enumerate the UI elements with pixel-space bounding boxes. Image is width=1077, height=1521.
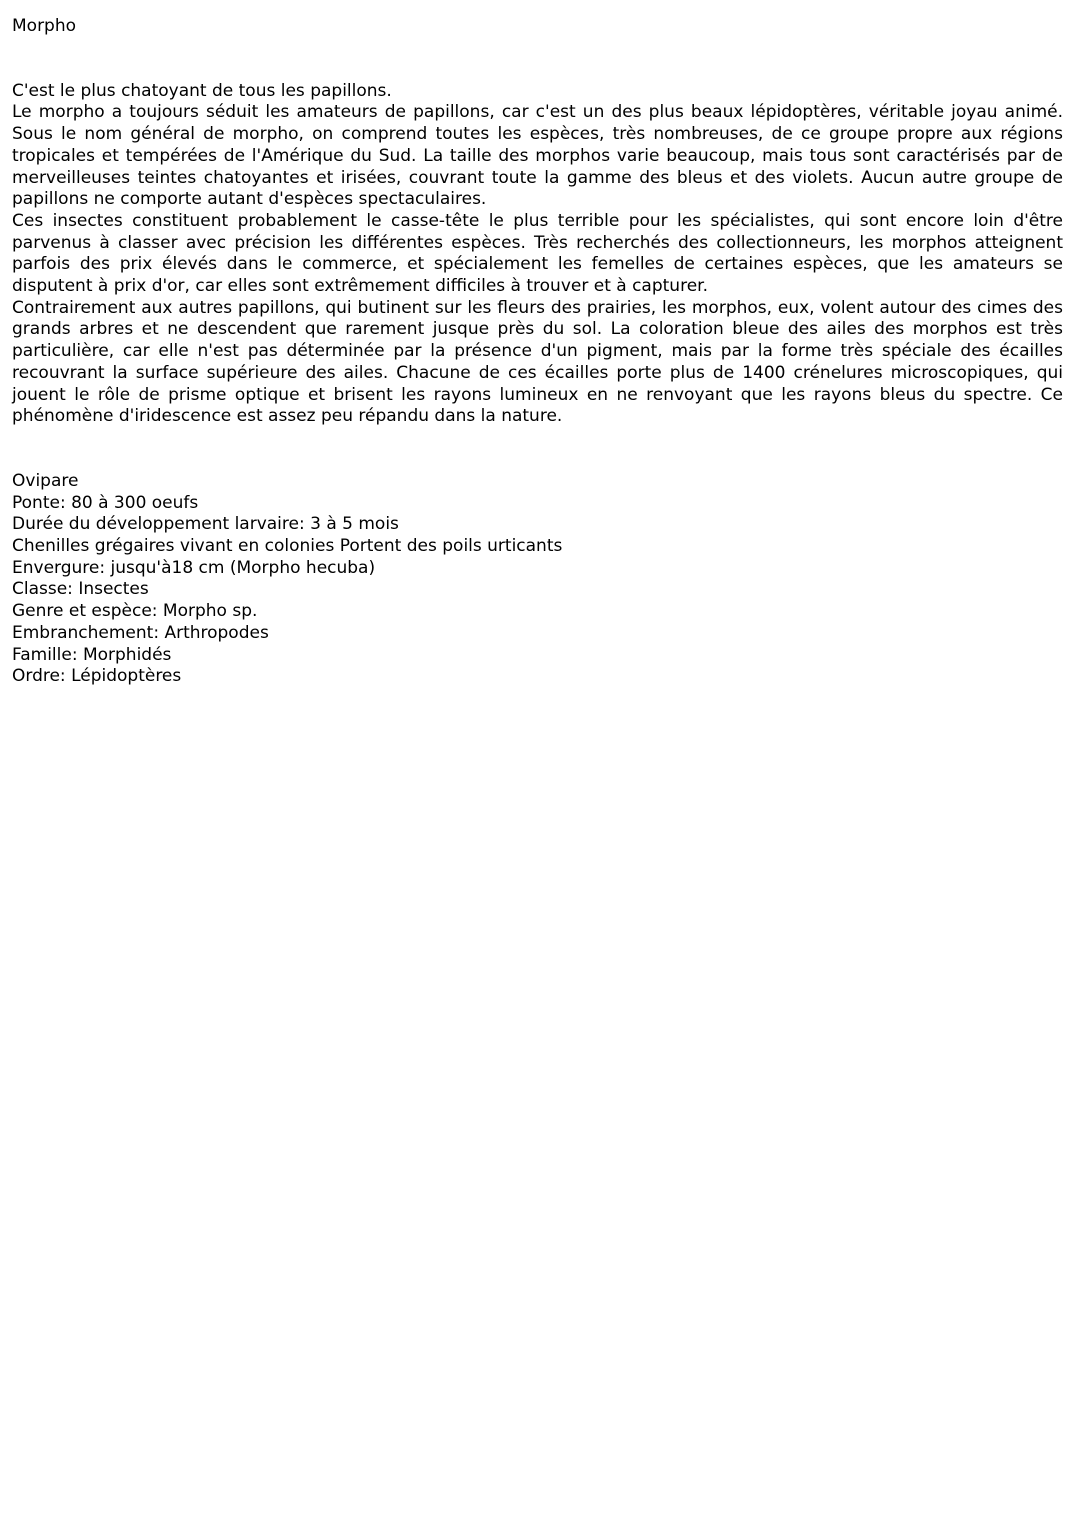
body-paragraph: Contrairement aux autres papillons, qui butinent sur les fleurs des prairies, les morphos, eux, volent autour des cimes des grands arbres et ne descendent que rarement jusque près du sol. La coloration bleue des ailes des morphos est très particulière, car elle n'est pas déterminée par la présence d'un pigment, mais par la forme très spéciale des écailles recouvrant la surface supérieure des ailes. Chacune de ces écailles porte plus de 1400 crénelures microscopiques, qui jouent le rôle de prisme optique et brisent les rayons lumineux en ne renvoyant que les rayons bleus du spectre. Ce phénomène d'iridescence est assez peu répandu dans la nature. (12, 297, 1063, 427)
fact-list (12, 471, 1063, 688)
page-title: Morpho (12, 16, 77, 36)
fact-line: Embranchement: Arthropodes (12, 622, 269, 643)
fact-line: Genre et espèce: Morpho sp. (12, 601, 258, 622)
body-paragraph: C'est le plus chatoyant de tous les papillons. (12, 80, 392, 101)
fact-line: Classe: Insectes (12, 579, 149, 600)
fact-line: Famille: Morphidés (12, 644, 172, 665)
body-paragraph: Le morpho a toujours séduit les amateurs de papillons, car c'est un des plus beaux lépidoptères, véritable joyau animé. Sous le nom général de morpho, on comprend toutes les espèces, très nombreuses, de ce groupe propre aux régions tropicales et tempérées de l'Amérique du Sud. La taille des morphos varie beaucoup, mais tous sont caractérisés par de merveilleuses teintes chatoyantes et irisées, couvrant toute la gamme des bleus et des violets. Aucun autre groupe de papillons ne comporte autant d'espèces spectaculaires. (12, 102, 1063, 210)
fact-line: Ponte: 80 à 300 oeufs (12, 492, 199, 513)
fact-line: Durée du développement larvaire: 3 à 5 mois (12, 514, 399, 535)
body-paragraph: Ces insectes constituent probablement le casse-tête le plus terrible pour les spécialistes, qui sont encore loin d'être parvenus à classer avec précision les différentes espèces. Très recherchés des collectionneurs, les morphos atteignent parfois des prix élevés dans le commerce, et spécialement les femelles de certaines espèces, que les amateurs se disputent à prix d'or, car elles sont extrêmement difficiles à trouver et à capturer. (12, 210, 1063, 297)
fact-line: Envergure: jusqu'à18 cm (Morpho hecuba) (12, 557, 376, 578)
fact-line: Chenilles grégaires vivant en colonies Portent des poils urticants (12, 536, 563, 557)
fact-line: Ordre: Lépidoptères (12, 666, 182, 687)
fact-line: Ovipare (12, 470, 79, 491)
body-text (12, 81, 1063, 428)
